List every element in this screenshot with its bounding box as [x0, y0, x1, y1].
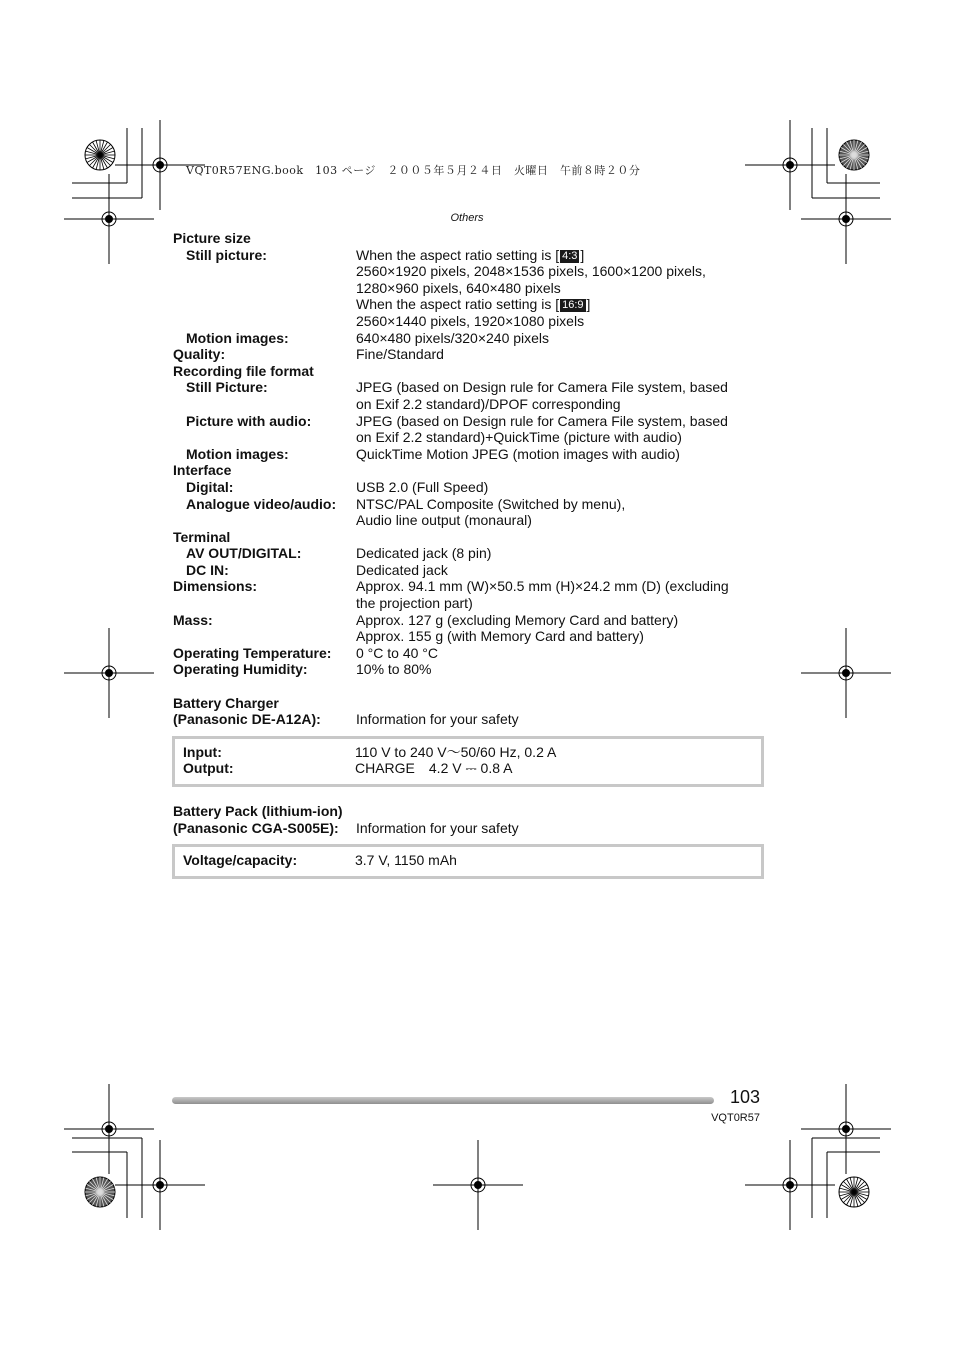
spec-av-out: AV OUT/DIGITAL: Dedicated jack (8 pin)	[186, 545, 492, 562]
registration-sunburst	[85, 1177, 115, 1207]
spec-heading-interface: Interface	[173, 462, 232, 479]
spec-still-43-line2: 1280×960 pixels, 640×480 pixels	[356, 279, 561, 296]
aspect-4-3-icon: 4:3	[562, 249, 578, 262]
spec-temperature: Operating Temperature: 0 °C to 40 °C	[173, 644, 439, 661]
page-number: 103	[729, 1087, 760, 1107]
specifications-list	[173, 230, 763, 879]
battery-heading: Battery Pack (lithium-ion)	[173, 803, 343, 819]
crosshair-mark	[64, 1084, 154, 1174]
crosshair-mark	[801, 1084, 891, 1174]
section-tag: Others	[450, 212, 484, 224]
registration-sunburst	[85, 140, 115, 170]
spec-heading-recording: Recording file format	[173, 362, 314, 379]
charger-ratings-box	[172, 736, 764, 787]
spec-rec-still-line2: on Exif 2.2 standard)/DPOF corresponding	[356, 395, 621, 412]
crosshair-mark	[433, 1140, 523, 1230]
spec-analogue: Analogue video/audio: NTSC/PAL Composite (Switched by menu),	[186, 495, 626, 512]
charger-model: (Panasonic DE-A12A): Information for your safety	[173, 711, 519, 728]
spec-quality: Quality: Fine/Standard	[173, 346, 444, 363]
footer-bar	[172, 1097, 714, 1104]
print-header: VQT0R57ENG.book 103 ページ ２００５年５月２４日 火曜日 午前８時２０分	[186, 164, 641, 177]
spec-dimensions-line2: the projection part)	[356, 595, 473, 612]
spec-still-43-line1: 2560×1920 pixels, 2048×1536 pixels, 1600×1200 pixels,	[356, 263, 706, 280]
battery-ratings-box	[172, 844, 764, 879]
spec-digital: Digital: USB 2.0 (Full Speed)	[186, 478, 489, 495]
model-code: VQT0R57	[711, 1112, 760, 1124]
spec-humidity: Operating Humidity: 10% to 80%	[173, 661, 432, 678]
spec-heading-terminal: Terminal	[173, 528, 231, 545]
spec-still-169-line1: 2560×1440 pixels, 1920×1080 pixels	[356, 312, 585, 329]
spec-motion-images: Motion images: 640×480 pixels/320×240 pixels	[186, 329, 550, 346]
battery-voltage: Voltage/capacity: 3.7 V, 1150 mAh	[183, 852, 457, 869]
crosshair-mark	[745, 1140, 835, 1230]
charger-input: Input: 110 V to 240 V～50/60 Hz, 0.2 A	[183, 743, 557, 760]
crosshair-mark	[115, 1140, 205, 1230]
spec-rec-audio: Picture with audio: JPEG (based on Design rule for Camera File system, based	[186, 412, 728, 429]
charger-output: Output: CHARGE 4.2 V ⎓ 0.8 A	[183, 760, 513, 777]
spec-rec-audio-line2: on Exif 2.2 standard)+QuickTime (picture with audio)	[356, 429, 682, 446]
spec-rec-motion: Motion images: QuickTime Motion JPEG (motion images with audio)	[186, 445, 680, 462]
spec-analogue-line2: Audio line output (monaural)	[356, 512, 532, 529]
registration-sunburst	[839, 140, 869, 170]
spec-mass: Mass: Approx. 127 g (excluding Memory Card and battery)	[173, 611, 679, 628]
aspect-16-9-icon: 16:9	[562, 299, 584, 312]
spec-dimensions: Dimensions: Approx. 94.1 mm (W)×50.5 mm (H)×24.2 mm (D) (excluding	[173, 578, 729, 595]
crosshair-mark	[801, 628, 891, 718]
spec-dc-in: DC IN: Dedicated jack	[186, 561, 448, 578]
crosshair-mark	[64, 628, 154, 718]
spec-mass-line2: Approx. 155 g (with Memory Card and battery)	[356, 628, 644, 645]
battery-model: (Panasonic CGA-S005E): Information for your safety	[173, 819, 519, 836]
crosshair-mark	[745, 120, 835, 210]
charger-heading: Battery Charger	[173, 694, 279, 711]
registration-sunburst	[839, 1177, 869, 1207]
spec-still-169: When the aspect ratio setting is [ 16:9 ]	[356, 296, 591, 313]
spec-still-picture: Still picture: When the aspect ratio setting is [ 4:3 ]	[186, 246, 585, 263]
spec-rec-still: Still Picture: JPEG (based on Design rule for Camera File system, based	[186, 379, 728, 396]
spec-heading-picture-size: Picture size	[173, 230, 251, 246]
